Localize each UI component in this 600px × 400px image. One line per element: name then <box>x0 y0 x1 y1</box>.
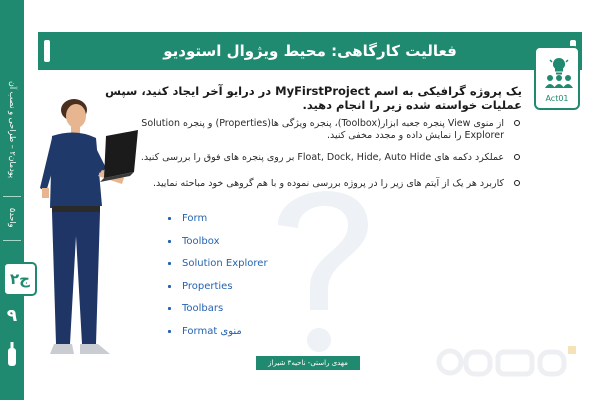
list-item <box>168 325 328 348</box>
task-item <box>120 118 520 142</box>
side-bar <box>0 0 24 400</box>
course-title: پودمان۲ – طراحی و نصب آن <box>8 81 17 179</box>
activity-badge <box>534 46 580 110</box>
item-label: Format منوی <box>182 325 242 337</box>
task-list <box>120 118 520 202</box>
list-item <box>168 280 328 303</box>
square-bullet-icon <box>168 262 171 265</box>
item-label: Toolbox <box>182 235 220 247</box>
side-divider <box>3 240 21 241</box>
bullet-icon <box>514 120 520 126</box>
logo-watermark <box>436 342 586 382</box>
list-item <box>168 257 328 280</box>
item-label: Properties <box>182 280 233 292</box>
list-item <box>168 302 328 325</box>
square-bullet-icon <box>168 307 171 310</box>
people-idea-icon <box>545 56 573 88</box>
square-bullet-icon <box>168 330 171 333</box>
unit-label: واحد۵ <box>8 208 17 228</box>
item-label: Solution Explorer <box>182 258 268 269</box>
bullet-icon <box>514 180 520 186</box>
title-banner <box>38 32 582 70</box>
task-text: عملکرد دکمه های Float, Dock, Hide, Auto Hide بر روی پنجره های فوق را بررسی کنید. <box>140 152 504 163</box>
square-bullet-icon <box>168 217 171 220</box>
task-text: از منوی View پنجره جعبه ابزار(Toolbox)، پنجره ویژگی ها(Properties) و پنجره Solution Explorer را نمایش داده و مجدد مخفی کنید. <box>141 118 504 141</box>
list-item <box>168 212 328 235</box>
bottle-icon <box>7 342 17 368</box>
item-label: Form <box>182 213 208 224</box>
task-item <box>120 178 520 190</box>
item-list <box>168 212 328 347</box>
task-item <box>120 152 520 164</box>
side-divider <box>3 196 21 197</box>
bullet-icon <box>514 154 520 160</box>
intro-text: یک پروژه گرافیکی به اسم MyFirstProject در درایو آخر ایجاد کنید، سپس عملیات خواسته شده زیر را انجام دهید. <box>105 84 522 112</box>
chapter-badge: ۲ج <box>3 262 37 296</box>
task-text: کاربرد هر یک از آیتم های زیر را در پروژه بررسی نموده و با هم گروهی خود مباحثه نمایید. <box>152 178 504 189</box>
person-laptop-illustration <box>30 96 142 364</box>
activity-label: Act01 <box>545 94 569 103</box>
page-title: فعالیت کارگاهی: محیط ویژوال استودیو <box>163 42 457 60</box>
list-item <box>168 235 328 258</box>
author-footer: مهدی راستی- ناحیه۳ شیراز <box>256 356 360 370</box>
square-bullet-icon <box>168 285 171 288</box>
item-label: Toolbars <box>182 303 224 314</box>
square-bullet-icon <box>168 240 171 243</box>
page-number: ۹ <box>6 306 18 326</box>
